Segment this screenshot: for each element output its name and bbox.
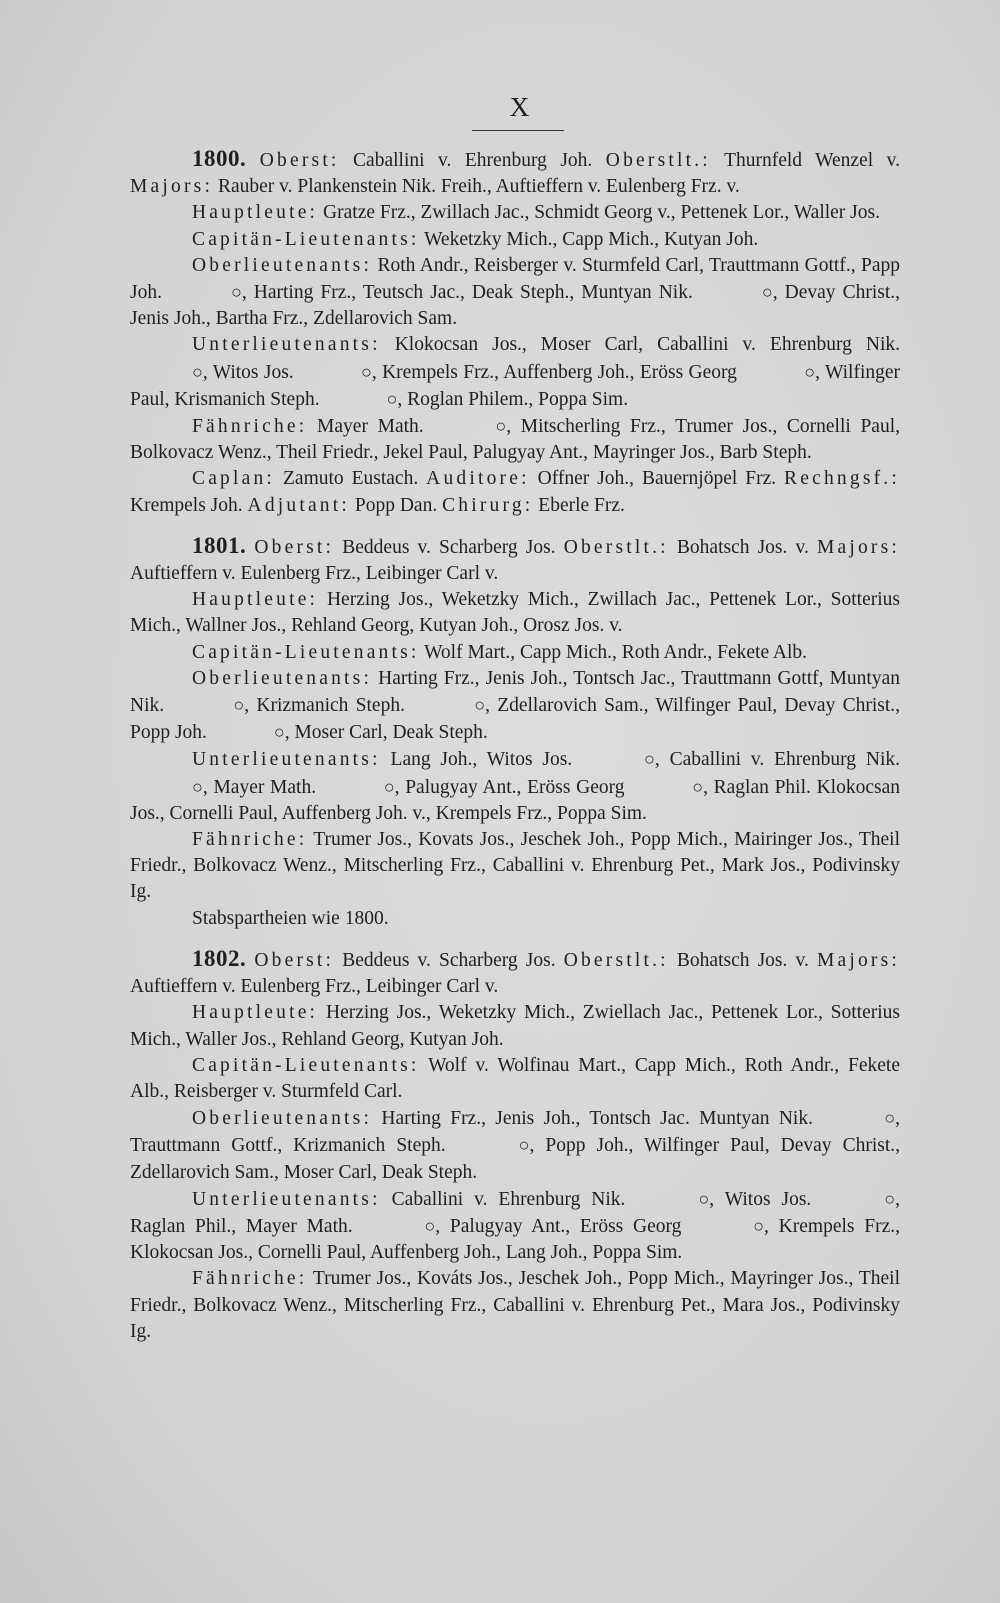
roster-paragraph (130, 146, 900, 200)
name-list: Herzing Jos., Weketzky Mich., Zwillach Jac., Pettenek Lor., Sotterius Mich., Wallner Jos., Rehland Georg, Kutyan Joh., Orosz Jos. v. (130, 589, 900, 637)
name-list: Mayer Math. (307, 416, 434, 438)
roster-paragraph (130, 640, 900, 666)
circle-mark-icon: ○ (884, 1188, 896, 1209)
roster-paragraph (130, 1105, 900, 1186)
name-list: Trumer Jos., Kováts Jos., Jeschek Joh., Popp Mich., Mayringer Jos., Theil Friedr., Bolkovacz Wenz., Mitscherling Frz., Caballini v. Ehrenburg Pet., Mara Jos., Podivinsky Ig. (130, 1268, 900, 1342)
year-heading: 1800. (192, 146, 247, 171)
roster-paragraph (130, 1000, 900, 1052)
name-list: , Mitscherling Frz., Trumer Jos., Cornelli Paul, Bolkovacz Wenz., Theil Friedr., Jekel Paul, Palugyay Ant., Mayringer Jos., Barb Steph. (130, 416, 900, 464)
roster-paragraph (130, 466, 900, 518)
roster-paragraph (130, 413, 900, 466)
circle-mark-icon: ○ (383, 776, 395, 797)
name-list: Bohatsch Jos. v. (668, 949, 817, 971)
circle-mark-icon: ○ (518, 1135, 530, 1156)
rank-label: Majors: (816, 949, 901, 971)
roster-paragraph (130, 666, 900, 747)
roster-paragraph (130, 1186, 900, 1267)
circle-mark-icon: ○ (692, 776, 704, 797)
roster-paragraph (130, 587, 900, 639)
roster-paragraph (130, 906, 900, 932)
rank-label: Fähnriche: (192, 416, 308, 438)
rank-label: Oberlieutenants: (192, 1108, 373, 1130)
roster-paragraph (130, 253, 900, 333)
roster-paragraph (130, 746, 900, 827)
roster-paragraph (130, 827, 900, 906)
name-list: Krempels Joh. (130, 494, 248, 516)
rank-label: Capitän-Lieutenants: (192, 1054, 420, 1076)
name-list: Thurnfeld Wenzel v. (710, 150, 901, 171)
name-list: Stabspartheien wie 1800. (192, 907, 389, 929)
name-list: , Harting Frz., Teutsch Jac., Deak Steph., Muntyan Nik. (241, 282, 700, 304)
name-list: , Krempels Frz., Klokocsan Jos., Cornelli Paul, Auffenberg Joh., Lang Joh., Poppa Sim. (130, 1215, 900, 1264)
name-list: Wolf Mart., Capp Mich., Roth Andr., Fekete Alb. (419, 641, 808, 663)
rank-label: Oberst: (254, 949, 335, 971)
roster-paragraph (130, 946, 900, 1000)
name-list: Harting Frz., Jenis Joh., Tontsch Jac., Trauttmann Gottf, Muntyan Nik. (130, 667, 900, 717)
name-list: Offner Joh., Bauernjöpel Frz. (529, 468, 785, 490)
rank-label: Fähnriche: (192, 1268, 308, 1290)
circle-mark-icon: ○ (424, 1215, 436, 1236)
circle-mark-icon: ○ (233, 695, 245, 716)
circle-mark-icon: ○ (884, 1108, 896, 1129)
name-list: , Raglan Phil., Mayer Math. (130, 1188, 900, 1237)
circle-mark-icon: ○ (231, 282, 242, 303)
roster-paragraph (130, 200, 900, 226)
circle-mark-icon: ○ (192, 361, 203, 382)
name-list: Wolf v. Wolfinau Mart., Capp Mich., Roth Andr., Fekete Alb., Reisberger v. Sturmfeld Carl. (130, 1054, 900, 1102)
name-list: Herzing Jos., Weketzky Mich., Zwiellach Jac., Pettenek Lor., Sotterius Mich., Waller Jos., Rehland Georg, Kutyan Joh. (130, 1002, 900, 1050)
name-list: , Caballini v. Ehrenburg Nik. (654, 749, 900, 771)
name-list: , Zdellarovich Sam., Wilfinger Paul, Devay Christ., Popp Joh. (130, 695, 900, 744)
name-list: Auftieffern v. Eulenberg Frz., Leibinger Carl v. (130, 976, 499, 998)
circle-mark-icon: ○ (386, 388, 398, 409)
name-list: Zamuto Eustach. (275, 468, 427, 490)
circle-mark-icon: ○ (753, 1215, 765, 1236)
name-list: Eberle Frz. (533, 494, 625, 516)
name-list: , Trauttmann Gottf., Krizmanich Steph. (130, 1108, 900, 1157)
rank-label: Majors: (130, 176, 214, 198)
rank-label: Adjutant: (247, 494, 350, 516)
rank-label: Unterlieutenants: (192, 334, 381, 356)
roster-paragraph (130, 1053, 900, 1105)
year-block (130, 533, 900, 932)
rank-label: Oberlieutenants: (192, 667, 373, 689)
rank-label: Oberst: (254, 536, 335, 558)
name-list: Klokocsan Jos., Moser Carl, Caballini v. Ehrenburg Nik. (380, 334, 900, 356)
document-body (130, 146, 900, 1359)
name-list: Roth Andr., Reisberger v. Sturmfeld Carl, Trauttmann Gottf., Papp Joh. (130, 254, 900, 304)
rank-label: Auditore: (426, 468, 530, 490)
roster-paragraph (130, 533, 900, 587)
name-list: Caballini v. Ehrenburg Nik. (380, 1188, 637, 1210)
circle-mark-icon: ○ (273, 722, 285, 743)
rank-label: Oberlieutenants: (192, 254, 373, 276)
name-list: , Krempels Frz., Auffenberg Joh., Eröss Georg (371, 361, 743, 383)
year-heading: 1801. (192, 532, 247, 558)
rank-label: Oberstlt.: (563, 949, 669, 971)
circle-mark-icon: ○ (192, 776, 203, 797)
name-list: , Raglan Phil. Klokocsan Jos., Cornelli Paul, Auffenberg Joh. v., Krempels Frz., Poppa Sim. (130, 776, 900, 824)
name-list: Beddeus v. Scharberg Jos. (334, 949, 564, 971)
name-list: Bohatsch Jos. v. (668, 536, 817, 558)
circle-mark-icon: ○ (495, 416, 507, 437)
year-heading: 1802. (192, 945, 247, 971)
name-list: Trumer Jos., Kovats Jos., Jeschek Joh., Popp Mich., Mairinger Jos., Theil Friedr., Bolkovacz Wenz., Mitscherling Frz., Caballini v. Ehrenburg Pet., Mark Jos., Podivinsky Ig. (130, 829, 900, 903)
name-list: , Mayer Math. (202, 776, 322, 798)
circle-mark-icon: ○ (804, 361, 816, 382)
rank-label: Majors: (816, 536, 901, 558)
rank-label: Capitän-Lieutenants: (192, 641, 420, 663)
name-list: , Palugyay Ant., Eröss Georg (435, 1215, 692, 1237)
rank-label: Capitän-Lieutenants: (192, 228, 420, 250)
circle-mark-icon: ○ (761, 282, 773, 303)
rank-label: Unterlieutenants: (192, 749, 381, 771)
roster-paragraph (130, 227, 900, 253)
roster-paragraph (130, 332, 900, 413)
rank-label: Rechngsf.: (784, 468, 900, 490)
year-block (130, 146, 900, 519)
rank-label: Oberst: (259, 150, 340, 171)
name-list: , Witos Jos. (202, 361, 299, 383)
rank-label: Fähnriche: (192, 829, 308, 851)
rank-label: Oberstlt.: (605, 150, 711, 171)
name-list: Gratze Frz., Zwillach Jac., Schmidt Georg v., Pettenek Lor., Waller Jos. (318, 202, 880, 224)
rank-label: Unterlieutenants: (192, 1188, 381, 1210)
name-list: Rauber v. Plankenstein Nik. Freih., Auftieffern v. Eulenberg Frz. v. (213, 176, 740, 198)
name-list: Harting Frz., Jenis Joh., Tontsch Jac. Muntyan Nik. (372, 1108, 823, 1130)
name-list: , Witos Jos. (709, 1188, 823, 1210)
name-list: , Moser Carl, Deak Steph. (284, 722, 488, 744)
rank-label: Caplan: (192, 468, 276, 490)
name-list: Popp Dan. (350, 494, 443, 516)
name-list: , Krizmanich Steph. (244, 695, 413, 717)
name-list: Beddeus v. Scharberg Jos. (334, 536, 564, 558)
name-list: Lang Joh., Witos Jos. (380, 749, 582, 771)
page-number-rule (472, 130, 564, 131)
page-number: X (509, 92, 531, 122)
rank-label: Hauptleute: (192, 589, 319, 611)
name-list: , Palugyay Ant., Eröss Georg (394, 776, 631, 798)
rank-label: Hauptleute: (192, 1002, 319, 1024)
name-list: , Devay Christ., Jenis Joh., Bartha Frz., Zdellarovich Sam. (130, 282, 900, 330)
circle-mark-icon: ○ (474, 695, 486, 716)
name-list: , Roglan Philem., Poppa Sim. (397, 388, 629, 410)
name-list: Weketzky Mich., Capp Mich., Kutyan Joh. (419, 228, 759, 250)
roster-paragraph (130, 1266, 900, 1345)
name-list: Auftieffern v. Eulenberg Frz., Leibinger Carl v. (130, 563, 499, 585)
name-list: , Wilfinger Paul, Krismanich Steph. (130, 361, 901, 410)
year-block (130, 946, 900, 1345)
rank-label: Chirurg: (442, 494, 534, 516)
rank-label: Oberstlt.: (563, 536, 669, 558)
circle-mark-icon: ○ (361, 361, 372, 382)
rank-label: Hauptleute: (192, 202, 319, 224)
name-list: Caballini v. Ehrenburg Joh. (339, 150, 606, 171)
name-list: , Popp Joh., Wilfinger Paul, Devay Christ., Zdellarovich Sam., Moser Carl, Deak Steph. (130, 1135, 901, 1183)
circle-mark-icon: ○ (644, 749, 655, 770)
circle-mark-icon: ○ (698, 1188, 710, 1209)
